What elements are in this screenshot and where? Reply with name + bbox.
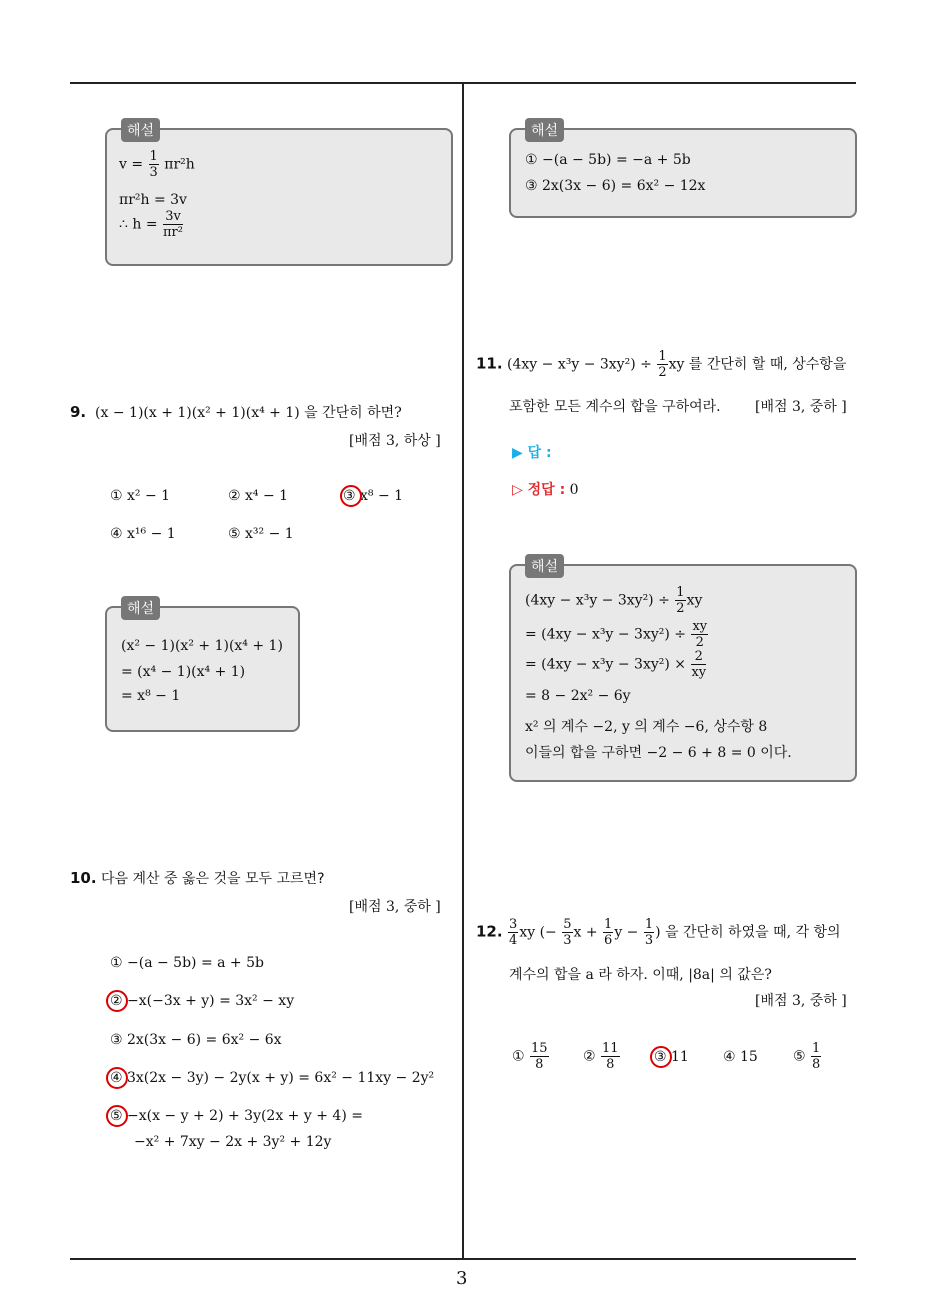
solution-tag: 해설: [121, 118, 160, 142]
score-label: [배점 3, 중하 ]: [755, 399, 847, 415]
question-12-line2: 계수의 합을 a 라 하자. 이때, |8a| 의 값은?: [509, 967, 772, 983]
choice-1[interactable]: ① x² − 1: [110, 488, 171, 504]
solution-tag: 해설: [121, 596, 160, 620]
selected-answer-mark: [650, 1046, 672, 1068]
solution-line: v = $\frac{1}{3}$ πr²h: [119, 149, 195, 180]
score-label: [배점 3, 하상 ]: [349, 433, 441, 449]
solution-line: x² 의 계수 −2, y 의 계수 −6, 상수항 8: [525, 719, 768, 735]
choice-2[interactable]: ② x⁴ − 1: [228, 488, 289, 504]
solution-line: ③ 2x(3x − 6) = 6x² − 12x: [525, 178, 706, 194]
choice-4[interactable]: ④ 15: [723, 1049, 758, 1065]
choice-4[interactable]: ④ x¹⁶ − 1: [110, 526, 176, 542]
solution-box-9: [105, 601, 300, 732]
question-12: 12. $\frac{3}{4}$ xy (− $\frac{5}{3}$ x + $\frac{1}{6}$ y − $\frac{1}{3}$ ) 을 간단히 하였을 때, 각 항의: [476, 917, 841, 948]
solution-line: = x⁸ − 1: [121, 688, 181, 704]
solution-box-10: [509, 123, 857, 218]
score-label: [배점 3, 중하 ]: [349, 899, 441, 915]
bottom-rule: [70, 1258, 856, 1260]
question-11-line2: 포함한 모든 계수의 합을 구하여라.: [509, 399, 721, 415]
solution-line: ∴ h = $\frac{3v}{\text{πr²}}$: [119, 209, 183, 240]
solution-box-8: [105, 123, 453, 266]
solution-line: = (4xy − x³y − 3xy²) ÷ $\frac{xy}{2}$: [525, 619, 708, 650]
choice-3[interactable]: ③ 2x(3x − 6) = 6x² − 6x: [110, 1032, 282, 1048]
solution-line: ① −(a − 5b) = −a + 5b: [525, 152, 691, 168]
solution-tag: 해설: [525, 118, 564, 142]
choice-1[interactable]: ① $\frac{15}{8}$: [512, 1041, 548, 1072]
solution-line: (4xy − x³y − 3xy²) ÷ $\frac{1}{2}$ xy: [525, 585, 703, 616]
choice-3[interactable]: ③ x⁸ − 1: [343, 488, 404, 504]
choice-5[interactable]: ⑤ −x(x − y + 2) + 3y(2x + y + 4) =: [110, 1108, 363, 1124]
choice-5[interactable]: ⑤ $\frac{1}{8}$: [793, 1041, 821, 1072]
question-10: 10. 다음 계산 중 옳은 것을 모두 고르면?: [70, 869, 325, 887]
solution-line: = (4xy − x³y − 3xy²) × $\frac{2}{xy}$: [525, 649, 707, 680]
column-divider: [462, 84, 464, 1258]
question-9: 9. (x − 1)(x + 1)(x² + 1)(x⁴ + 1) 을 간단히 하면?: [70, 403, 402, 421]
choice-3[interactable]: ③ 11: [654, 1049, 689, 1065]
choice-5[interactable]: ⑤ x³² − 1: [228, 526, 294, 542]
score-label: [배점 3, 중하 ]: [755, 993, 847, 1009]
choice-4[interactable]: ④ 3x(2x − 3y) − 2y(x + y) = 6x² − 11xy − 2y²: [110, 1070, 435, 1086]
question-11: 11. (4xy − x³y − 3xy²) ÷ $\frac{1}{2}$ xy 를 간단히 할 때, 상수항을: [476, 349, 847, 380]
solution-line: (x² − 1)(x² + 1)(x⁴ + 1): [121, 638, 283, 654]
choice-1[interactable]: ① −(a − 5b) = a + 5b: [110, 955, 264, 971]
correct-answer: ▷ 정답 : 0: [512, 482, 579, 498]
solution-line: 이들의 합을 구하면 −2 − 6 + 8 = 0 이다.: [525, 745, 792, 761]
choice-2[interactable]: ② −x(−3x + y) = 3x² − xy: [110, 993, 295, 1009]
solution-tag: 해설: [525, 554, 564, 578]
selected-answer-mark: [340, 485, 362, 507]
choice-2[interactable]: ② $\frac{11}{8}$: [583, 1041, 619, 1072]
solution-box-11: [509, 559, 857, 782]
choice-5-continuation: −x² + 7xy − 2x + 3y² + 12y: [134, 1134, 332, 1150]
selected-answer-mark: [106, 990, 128, 1012]
selected-answer-mark: [106, 1105, 128, 1127]
selected-answer-mark: [106, 1067, 128, 1089]
page-number: 3: [456, 1268, 468, 1289]
solution-line: = (x⁴ − 1)(x⁴ + 1): [121, 664, 246, 680]
solution-line: πr²h = 3v: [119, 192, 187, 208]
answer-label: ▶ 답 :: [512, 445, 552, 461]
solution-line: = 8 − 2x² − 6y: [525, 688, 631, 704]
